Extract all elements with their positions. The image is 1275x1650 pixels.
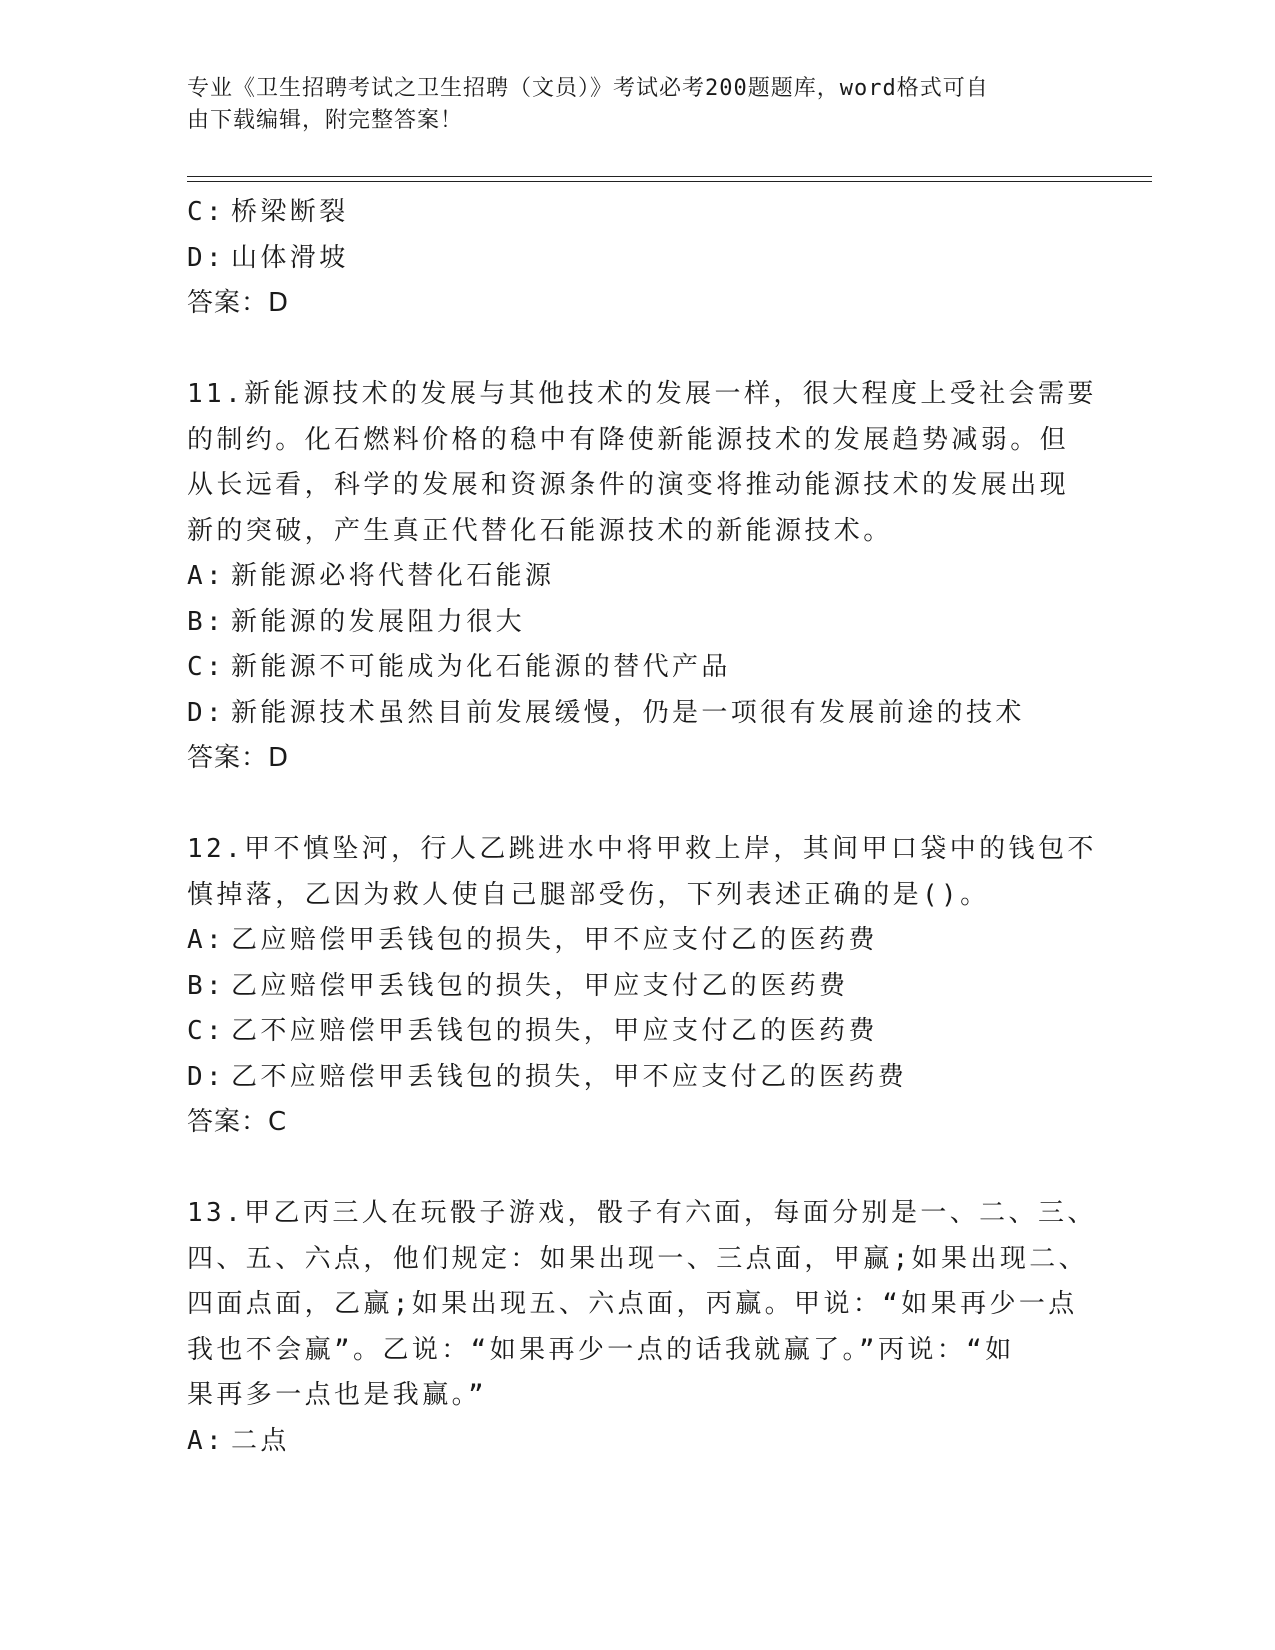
question-13 [187, 1191, 1097, 1464]
option-text: 乙不应赔偿甲丢钱包的损失，甲应支付乙的医药费 [231, 1016, 878, 1046]
header-line-2: 由下载编辑，附完整答案！ [187, 108, 464, 133]
option-letter: D: [187, 1061, 226, 1092]
question-text-line: 从长远看，科学的发展和资源条件的演变将推动能源技术的发展出现 [187, 470, 1070, 500]
option-letter: A: [187, 1425, 226, 1456]
option-letter: C: [187, 197, 226, 227]
question-text-line: 四面点面，乙赢;如果出现五、六点面，丙赢。甲说：“如果再少一点 [187, 1289, 1078, 1319]
option-text: 新能源技术虽然目前发展缓慢，仍是一项很有发展前途的技术 [231, 697, 1025, 728]
header-line-1: 专业《卫生招聘考试之卫生招聘（文员）》考试必考200题题库，word格式可自 [187, 76, 989, 101]
option-text: 山体滑坡 [231, 242, 349, 273]
question-text-line: 新的突破，产生真正代替化石能源技术的新能源技术。 [187, 515, 893, 546]
option-text: 乙不应赔偿甲丢钱包的损失，甲不应支付乙的医药费 [231, 1061, 908, 1092]
question-text-line: 11.新能源技术的发展与其他技术的发展一样，很大程度上受社会需要 [187, 379, 1097, 409]
answer-line: 答案：C [187, 1107, 288, 1137]
question-10-tail [187, 190, 1087, 327]
document-header [187, 73, 1077, 137]
option-d [187, 1055, 1087, 1101]
option-letter: C: [187, 1016, 226, 1046]
option-letter: C: [187, 652, 226, 682]
question-text-line: 13.甲乙丙三人在玩骰子游戏，骰子有六面，每面分别是一、二、三、 [187, 1198, 1097, 1228]
option-text: 新能源的发展阻力很大 [231, 606, 526, 637]
answer-line: 答案：D [187, 288, 290, 318]
option-text: 新能源必将代替化石能源 [231, 561, 555, 591]
option-c [187, 190, 1087, 236]
option-letter: B: [187, 970, 226, 1001]
option-text: 乙应赔偿甲丢钱包的损失，甲不应支付乙的医药费 [231, 925, 878, 955]
option-text: 新能源不可能成为化石能源的替代产品 [231, 652, 731, 682]
option-d [187, 691, 1087, 737]
option-b [187, 964, 1087, 1010]
option-text: 乙应赔偿甲丢钱包的损失，甲应支付乙的医药费 [231, 970, 849, 1001]
option-letter: D: [187, 697, 226, 728]
option-b [187, 600, 1087, 646]
option-text: 二点 [231, 1425, 290, 1456]
option-letter: B: [187, 606, 226, 637]
option-letter: D: [187, 242, 226, 273]
option-c [187, 645, 1087, 691]
question-text-line: 的制约。化石燃料价格的稳中有降使新能源技术的发展趋势减弱。但 [187, 424, 1070, 455]
option-letter: A: [187, 925, 226, 955]
option-c [187, 1009, 1087, 1055]
option-a [187, 554, 1087, 600]
option-text: 桥梁断裂 [231, 197, 349, 227]
question-text-line: 慎掉落，乙因为救人使自己腿部受伤，下列表述正确的是()。 [187, 879, 990, 910]
question-12 [187, 827, 1097, 1146]
question-text-line: 12.甲不慎坠河，行人乙跳进水中将甲救上岸，其间甲口袋中的钱包不 [187, 834, 1097, 864]
option-a [187, 1419, 1087, 1465]
option-a [187, 918, 1087, 964]
option-letter: A: [187, 561, 226, 591]
header-divider-bottom [187, 181, 1152, 182]
answer-line: 答案：D [187, 743, 290, 773]
question-text-line: 果再多一点也是我赢。” [187, 1380, 488, 1410]
question-text-line: 我也不会赢”。乙说：“如果再少一点的话我就赢了。”丙说：“如 [187, 1334, 1015, 1365]
document-body [187, 190, 1097, 1464]
header-divider-top [187, 176, 1152, 177]
option-d [187, 236, 1087, 282]
question-11 [187, 372, 1097, 782]
question-text-line: 四、五、六点，他们规定：如果出现一、三点面，甲赢;如果出现二、 [187, 1243, 1089, 1274]
